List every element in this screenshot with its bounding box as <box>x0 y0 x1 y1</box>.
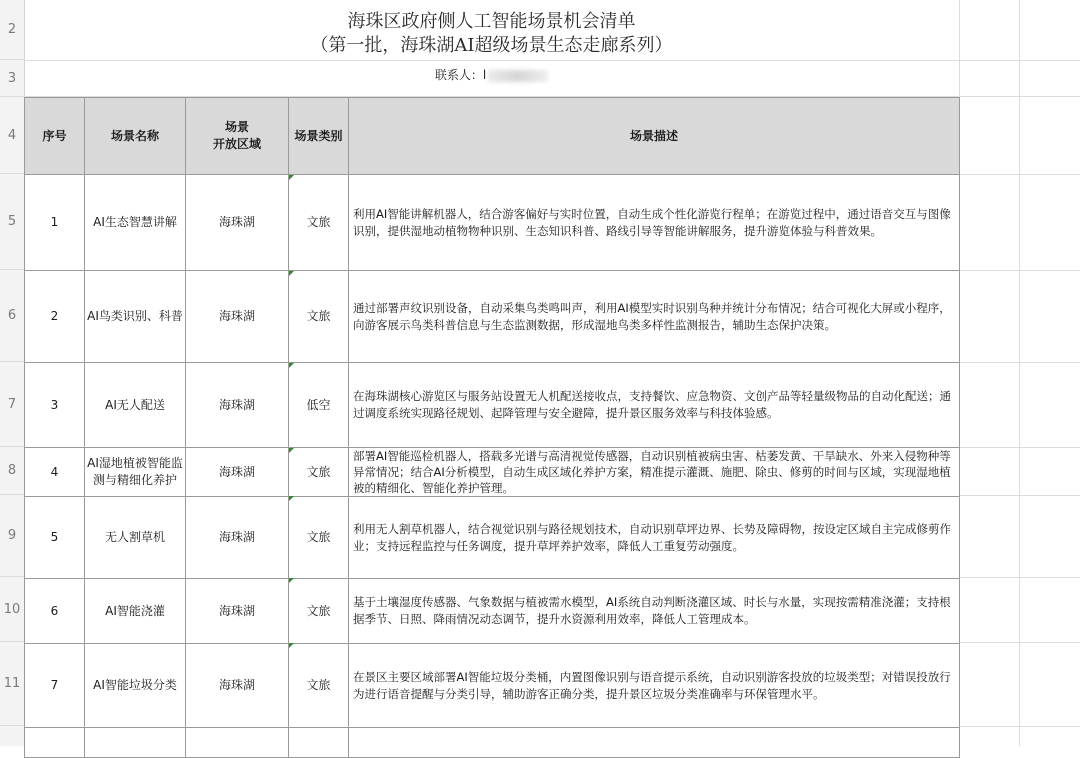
row-number[interactable]: 3 <box>0 60 24 97</box>
row-number[interactable]: 5 <box>0 174 24 270</box>
seq-cell[interactable]: 1 <box>25 175 85 271</box>
description-cell[interactable]: 基于土壤湿度传感器、气象数据与植被需水模型，AI系统自动判断浇灌区域、时长与水量，实现按需精准浇灌；支持根据季节、日照、降雨情况动态调节，提升水资源利用效率，降低人工管理成本。 <box>349 579 960 644</box>
category-cell[interactable]: 文旅 <box>289 579 349 644</box>
category-cell[interactable]: 文旅 <box>289 644 349 728</box>
description-cell[interactable]: 部署AI智能巡检机器人，搭载多光谱与高清视觉传感器，自动识别植被病虫害、枯萎发黄、干旱缺水、外来入侵物种等异常情况；结合AI分析模型，自动生成区域化养护方案，精准提示灌溉、施肥、除虫、修剪的时间与区域，实现湿地植被的精细化、智能化养护管理。 <box>349 448 960 497</box>
category-cell[interactable]: 文旅 <box>289 271 349 363</box>
description-cell[interactable]: 在海珠湖核心游览区与服务站设置无人机配送接收点，支持餐饮、应急物资、文创产品等轻量级物品的自动化配送；通过调度系统实现路径规划、起降管理与安全避障，提升景区服务效率与科技体验感。 <box>349 363 960 448</box>
row-number[interactable]: 8 <box>0 447 24 495</box>
table-row <box>25 271 960 363</box>
header-area-line2: 开放区域 <box>212 137 261 151</box>
scenario-table <box>24 97 960 758</box>
row-number[interactable]: 9 <box>0 495 24 577</box>
header-area-line1: 场景 <box>224 120 249 134</box>
area-cell[interactable]: 海珠湖 <box>186 448 289 497</box>
seq-cell[interactable]: 7 <box>25 644 85 728</box>
cell-indicator-icon <box>289 271 294 276</box>
row-gridline <box>959 270 1080 271</box>
seq-cell[interactable]: 2 <box>25 271 85 363</box>
name-cell[interactable]: AI湿地植被智能监测与精细化养护 <box>85 448 186 497</box>
name-cell[interactable]: AI无人配送 <box>85 363 186 448</box>
empty-cell[interactable] <box>349 728 960 758</box>
description-cell[interactable]: 通过部署声纹识别设备，自动采集鸟类鸣叫声，利用AI模型实时识别鸟种并统计分布情况；结合可视化大屏或小程序，向游客展示鸟类科普信息与生态监测数据，形成湿地鸟类多样性监测报告，辅助生态保护决策。 <box>349 271 960 363</box>
description-cell[interactable]: 在景区主要区域部署AI智能垃圾分类桶，内置图像识别与语音提示系统，自动识别游客投放的垃圾类型；对错误投放行为进行语音提醒与分类引导，辅助游客正确分类，提升景区垃圾分类准确率与环保管理水平。 <box>349 644 960 728</box>
name-cell[interactable]: 无人割草机 <box>85 497 186 579</box>
header-seq[interactable]: 序号 <box>25 98 85 175</box>
name-cell[interactable]: AI生态智慧讲解 <box>85 175 186 271</box>
seq-cell[interactable]: 6 <box>25 579 85 644</box>
table-row-partial <box>25 728 960 758</box>
name-cell[interactable]: AI智能垃圾分类 <box>85 644 186 728</box>
description-cell[interactable]: 利用无人割草机器人，结合视觉识别与路径规划技术，自动识别草坪边界、长势及障碍物，按设定区域自主完成修剪作业；支持远程监控与任务调度，提升草坪养护效率，降低人工重复劳动强度。 <box>349 497 960 579</box>
cell-indicator-icon <box>289 363 294 368</box>
table-row <box>25 497 960 579</box>
cell-indicator-icon <box>289 496 294 501</box>
empty-cell[interactable] <box>186 728 289 758</box>
table-row <box>25 644 960 728</box>
table-row <box>25 448 960 497</box>
category-cell[interactable]: 文旅 <box>289 497 349 579</box>
category-cell[interactable]: 低空 <box>289 363 349 448</box>
contact-cell[interactable] <box>24 66 959 83</box>
area-cell[interactable]: 海珠湖 <box>186 644 289 728</box>
description-cell[interactable]: 利用AI智能讲解机器人，结合游客偏好与实时位置，自动生成个性化游览行程单；在游览过程中，通过语音交互与图像识别，提供湿地动植物物种识别、生态知识科普、路线引导等智能讲解服务，提升游览体验与科普效果。 <box>349 175 960 271</box>
column-gridline <box>1019 0 1020 746</box>
cell-indicator-icon <box>289 643 294 648</box>
row-number[interactable]: 6 <box>0 270 24 362</box>
sheet-title[interactable]: 海珠区政府侧人工智能场景机会清单 <box>347 11 636 32</box>
seq-cell[interactable]: 3 <box>25 363 85 448</box>
row-gridline <box>959 362 1080 363</box>
row-gridline <box>959 174 1080 175</box>
area-cell[interactable]: 海珠湖 <box>186 363 289 448</box>
area-cell[interactable]: 海珠湖 <box>186 271 289 363</box>
row-gridline <box>959 577 1080 578</box>
seq-cell[interactable]: 5 <box>25 497 85 579</box>
empty-cell[interactable] <box>289 728 349 758</box>
header-category[interactable]: 场景类别 <box>289 98 349 175</box>
cell-indicator-icon <box>289 578 294 583</box>
row-gridline <box>24 60 1080 61</box>
table-row <box>25 175 960 271</box>
contact-label: 联系人： <box>434 68 483 82</box>
category-cell[interactable]: 文旅 <box>289 175 349 271</box>
row-gridline <box>959 726 1080 727</box>
area-cell[interactable]: 海珠湖 <box>186 579 289 644</box>
row-number[interactable]: 10 <box>0 577 24 642</box>
row-gridline <box>959 447 1080 448</box>
header-row <box>25 98 960 175</box>
redacted-contact <box>488 70 548 82</box>
row-number[interactable]: 7 <box>0 362 24 447</box>
sheet-subtitle[interactable]: （第一批，海珠湖AI超级场景生态走廊系列） <box>310 35 673 56</box>
name-cell[interactable]: AI智能浇灌 <box>85 579 186 644</box>
header-area[interactable] <box>186 98 289 175</box>
row-number[interactable]: 4 <box>0 97 24 174</box>
row-gridline <box>959 642 1080 643</box>
area-cell[interactable]: 海珠湖 <box>186 175 289 271</box>
contact-fragment: l <box>482 68 487 82</box>
cell-indicator-icon <box>289 448 294 453</box>
seq-cell[interactable]: 4 <box>25 448 85 497</box>
row-gridline <box>959 495 1080 496</box>
header-name[interactable]: 场景名称 <box>85 98 186 175</box>
row-number[interactable]: 2 <box>0 0 24 60</box>
area-cell[interactable]: 海珠湖 <box>186 497 289 579</box>
header-description[interactable]: 场景描述 <box>349 98 960 175</box>
category-cell[interactable]: 文旅 <box>289 448 349 497</box>
name-cell[interactable]: AI鸟类识别、科普 <box>85 271 186 363</box>
empty-cell[interactable] <box>85 728 186 758</box>
table-row <box>25 363 960 448</box>
empty-cell[interactable] <box>25 728 85 758</box>
row-number[interactable]: 11 <box>0 642 24 726</box>
table-row <box>25 579 960 644</box>
cell-indicator-icon <box>289 175 294 180</box>
